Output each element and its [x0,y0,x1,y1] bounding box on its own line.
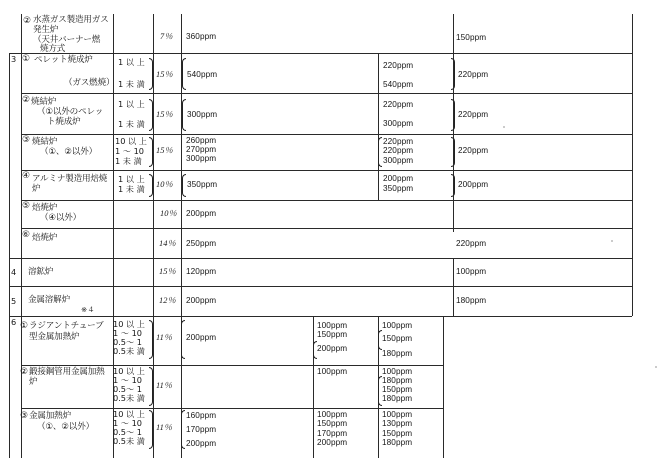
furnace-name-line: ラジアントチューブ [29,321,104,331]
brace [451,58,455,90]
limit-value: 100ppm [382,367,413,376]
scan-speck [503,126,505,128]
limit-value: 180ppm [382,438,413,447]
furnace-name-line: 金属溶解炉 [28,295,70,305]
brace [181,320,185,359]
table-line [9,316,632,317]
furnace-name-line: 焙焼炉 [32,233,58,243]
limit-value: 350ppm [383,184,414,193]
brace [182,174,186,197]
limit-value: 300ppm [186,154,217,163]
limit-value: 200ppm [458,180,489,189]
size-range: 10 以 上 [113,366,145,376]
size-range: 1 ～ 10 [113,328,143,338]
limit-value: 150ppm [382,429,413,438]
furnace-name-line: 炉 [29,377,38,387]
brace [451,137,455,167]
limit-value: 250ppm [186,239,217,248]
oxygen-percent: 10％ [156,180,173,189]
oxygen-percent: 11％ [156,333,173,342]
furnace-name-line: （④以外） [40,213,82,223]
table-line [9,53,10,458]
size-range: 1 未 満 [118,119,145,129]
furnace-name-line: （天井バーナー燃 [33,35,101,45]
size-range: 10 以 上 [113,409,145,419]
size-range: 0.5～ 1 [113,427,143,437]
limit-value: 100ppm [382,410,413,419]
table-line [21,134,632,135]
size-range: 1 以 上 [118,99,145,109]
table-line [21,365,443,366]
oxygen-percent: 10％ [160,209,177,218]
size-range: 0.5～ 1 [113,337,143,347]
item-number: 4 [11,267,17,277]
footnote-mark: ※４ [81,305,95,314]
size-range: 1 以 上 [118,57,145,67]
limit-value: 120ppm [186,267,217,276]
limit-value: 220ppm [458,110,489,119]
furnace-name-line: 発生炉 [33,25,59,35]
oxygen-percent: 11％ [156,423,173,432]
limit-value: 130ppm [382,419,413,428]
oxygen-percent: 15％ [156,110,173,119]
table-line [21,170,632,171]
size-range: 10 以 上 [115,136,147,146]
limit-value: 200ppm [186,333,217,342]
brace [149,410,153,449]
oxygen-percent: 15％ [156,70,173,79]
table-line [21,228,632,229]
limit-value: 150ppm [382,334,413,343]
brace [451,99,455,131]
row-circle-number: ④ [22,171,30,181]
brace [149,367,153,406]
limit-value: 160ppm [186,411,217,420]
furnace-name-line: ト焼成炉 [47,117,81,127]
brace [149,137,153,167]
table-line [443,316,444,458]
furnace-name-line: 水蒸ガス製造用ガス [33,15,109,25]
furnace-name-line: 金属加熱炉 [29,411,71,421]
limit-value: 200ppm [186,209,217,218]
scan-speck [655,366,657,368]
size-range: 1 ～ 10 [113,418,143,428]
limit-value: 100ppm [317,410,348,419]
limit-value: 350ppm [187,180,218,189]
limit-value: 100ppm [456,267,487,276]
furnace-name-line: 焼結炉 [31,97,57,107]
table-line [21,200,632,201]
brace [182,99,186,131]
limit-value: 540ppm [383,80,414,89]
oxygen-percent: 7％ [160,32,173,41]
limit-value: 150ppm [317,419,348,428]
row-circle-number: ② [20,367,28,377]
brace [181,410,185,449]
table-line [313,316,314,458]
limit-value: 100ppm [317,367,348,376]
table-line [9,286,632,287]
furnace-name-line: （①、②以外） [40,147,97,157]
limit-value: 180ppm [382,394,413,403]
furnace-name-line: 炉 [32,184,41,194]
table-line [21,408,443,409]
furnace-name-line: 鍛接鋼管用金属加熱 [29,367,105,377]
furnace-name-line: （①、②以外） [37,422,94,432]
item-number: 3 [11,54,17,64]
brace [451,174,455,197]
size-range: 1 ～ 10 [115,146,145,156]
item-number: 6 [11,317,17,327]
oxygen-percent: 15％ [156,146,173,155]
row-circle-number: ③ [22,135,30,145]
brace [149,58,153,90]
row-circle-number: ⑤ [22,201,30,211]
limit-value: 150ppm [317,330,348,339]
size-range: 0.5未 満 [113,393,145,403]
table-line [153,14,154,458]
limit-value: 220ppm [458,146,489,155]
limit-value: 220ppm [383,100,414,109]
limit-value: 170ppm [317,429,348,438]
size-range: 0.5未 満 [113,436,145,446]
row-circle-number: ② [22,95,30,105]
furnace-name-line: 型金属加熱炉 [29,332,80,342]
limit-value: 200ppm [317,438,348,447]
furnace-name-line: （①以外のペレッ [37,107,104,117]
limit-value: 200ppm [317,344,348,353]
oxygen-percent: 12％ [159,296,176,305]
limit-value: 200ppm [383,174,414,183]
oxygen-percent: 11％ [156,381,173,390]
scan-speck [611,240,613,242]
limit-value: 170ppm [186,425,217,434]
size-range: 1 ～ 10 [113,375,143,385]
brace [182,58,186,90]
limit-value: 100ppm [382,321,413,330]
limit-value: 360ppm [186,32,217,41]
limit-value: 220ppm [383,61,414,70]
table-line [378,53,379,200]
row-circle-number: ① [22,54,30,64]
limit-value: 270ppm [186,145,217,154]
size-range: 1 以 上 [118,174,145,184]
oxygen-percent: 15％ [159,267,176,276]
furnace-name-line: 焙焼炉 [32,203,58,213]
table-line [21,93,632,94]
limit-value: 180ppm [382,376,413,385]
limit-value: 300ppm [383,119,414,128]
limit-value: 100ppm [317,321,348,330]
row-circle-number: ① [20,321,28,331]
furnace-name-line: 焼方式 [40,44,66,54]
limit-value: 150ppm [382,385,413,394]
limit-value: 220ppm [383,137,414,146]
brace [378,137,382,167]
size-range: 1 未 満 [115,156,142,166]
brace [149,320,153,359]
limit-value: 200ppm [186,296,217,305]
limit-value: 300ppm [187,110,218,119]
size-range: 1 未 満 [118,79,145,89]
size-range: 0.5未 満 [113,346,145,356]
size-range: 10 以 上 [113,319,145,329]
limit-value: 180ppm [382,349,413,358]
furnace-name-line: 焼結炉 [32,137,58,147]
brace [149,99,153,131]
limit-value: 540ppm [187,70,218,79]
limit-value: 260ppm [186,136,217,145]
oxygen-percent: 14％ [159,239,176,248]
limit-value: 150ppm [456,33,487,42]
row-circle-number: ② [23,16,31,26]
limit-value: 200ppm [186,439,217,448]
row-circle-number: ③ [20,411,28,421]
brace [149,174,153,197]
size-range: 1 未 満 [118,184,145,194]
furnace-name-line: 溶鉱炉 [28,267,54,277]
table-line [632,14,633,316]
limit-value: 180ppm [456,296,487,305]
table-line [9,258,632,259]
item-number: 5 [11,296,17,306]
limit-value: 220ppm [456,239,487,248]
table-line [21,53,632,54]
table-line [453,258,454,316]
limit-value: 220ppm [383,146,414,155]
furnace-name-line: ペレット焼成炉 [34,55,93,65]
limit-value: 220ppm [458,70,489,79]
furnace-name-line: アルミナ製造用焙焼 [32,174,108,184]
limit-value: 300ppm [383,156,414,165]
size-range: 0.5～ 1 [113,384,143,394]
furnace-name-line: （ガス燃焼） [64,78,115,88]
row-circle-number: ⑥ [22,230,30,240]
